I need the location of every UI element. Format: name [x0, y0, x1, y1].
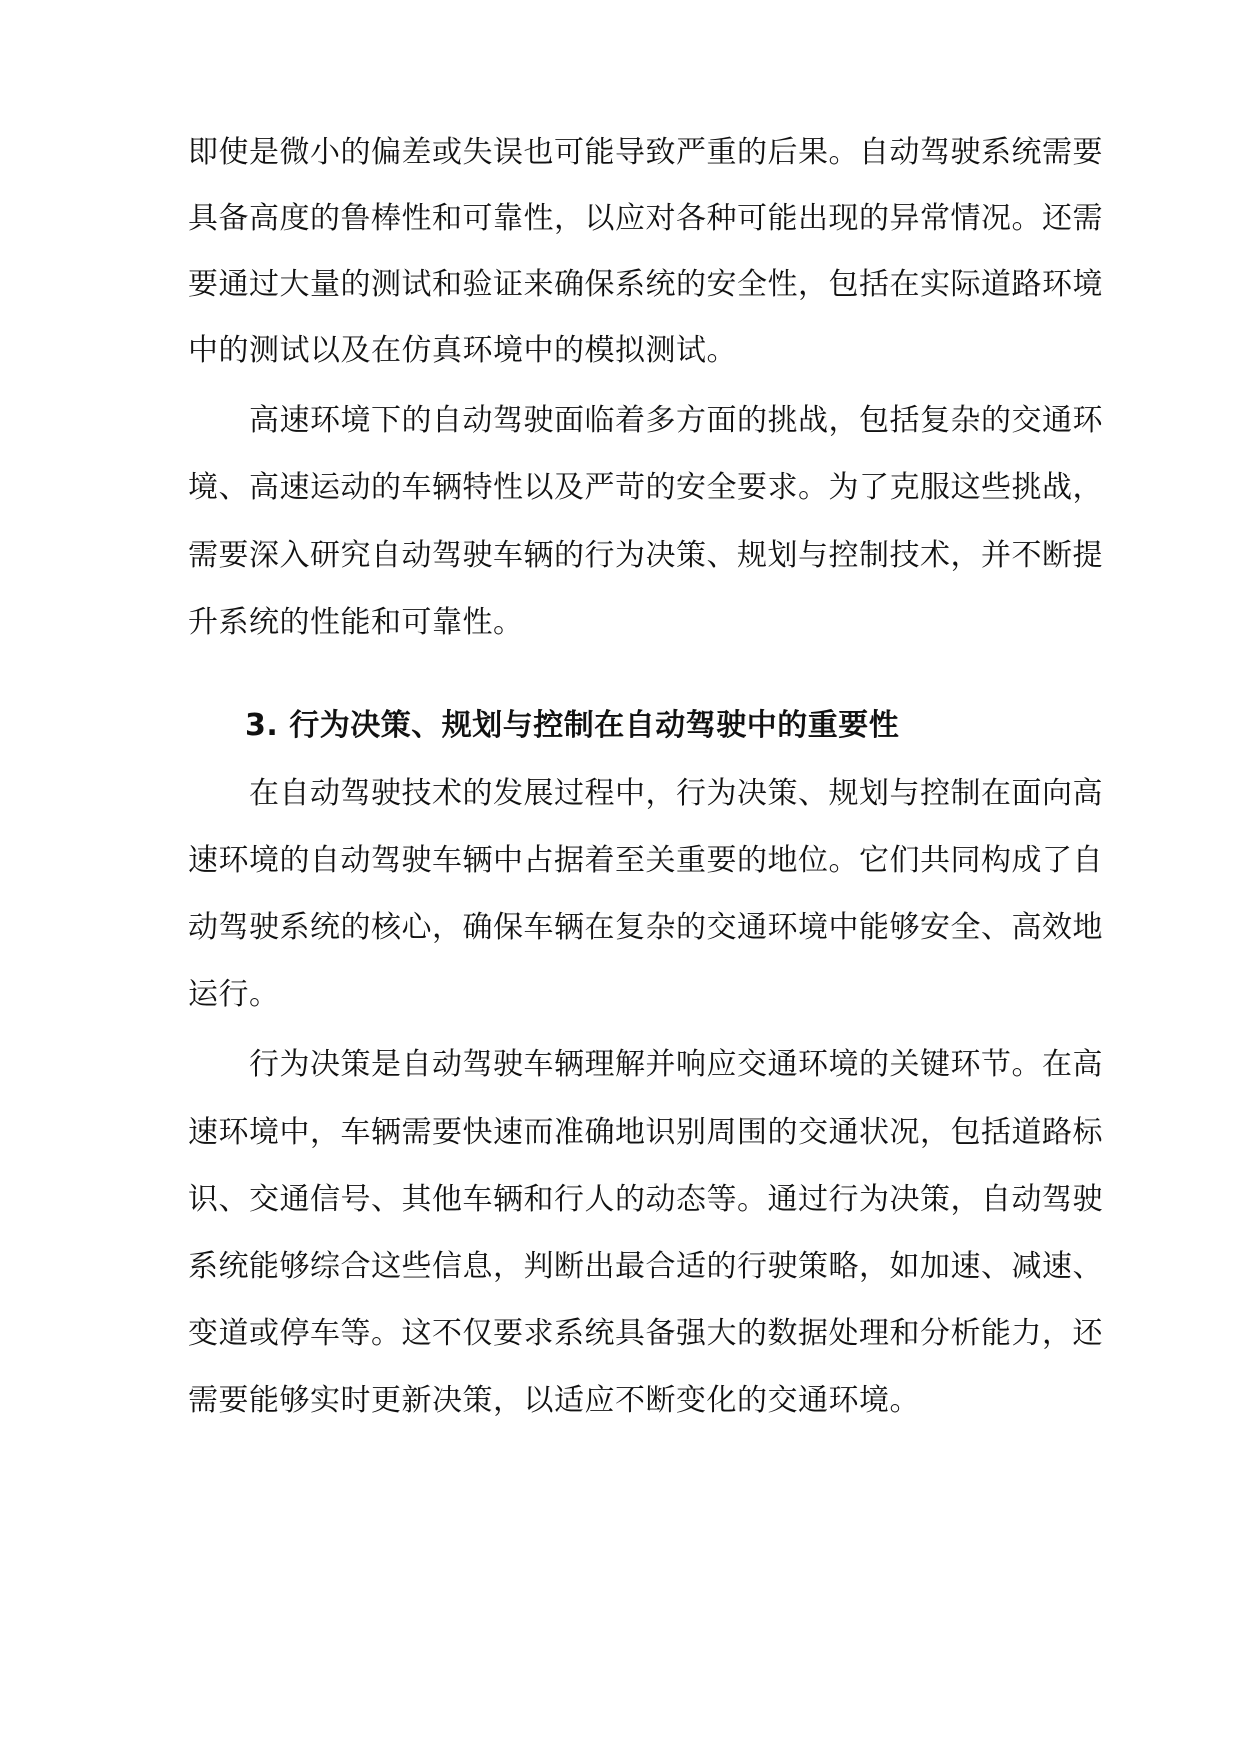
paragraph-1-line: 要通过大量的测试和验证来确保系统的安全性，包括在实际道路环境 [188, 267, 1103, 302]
paragraph-4-line: 变道或停车等。这不仅要求系统具备强大的数据处理和分析能力，还 [188, 1316, 1103, 1351]
paragraph-3-line: 运行。 [188, 977, 280, 1012]
paragraph-2-line: 境、高速运动的车辆特性以及严苛的安全要求。为了克服这些挑战， [188, 470, 1103, 505]
paragraph-4-line: 行为决策是自动驾驶车辆理解并响应交通环境的关键环节。在高 [188, 1047, 1103, 1082]
paragraph-4-line: 速环境中，车辆需要快速而准确地识别周围的交通状况，包括道路标 [188, 1115, 1103, 1150]
paragraph-4-line: 系统能够综合这些信息，判断出最合适的行驶策略，如加速、减速、 [188, 1249, 1103, 1284]
paragraph-3-line: 在自动驾驶技术的发展过程中，行为决策、规划与控制在面向高 [188, 776, 1103, 811]
paragraph-4-line: 需要能够实时更新决策，以适应不断变化的交通环境。 [188, 1383, 920, 1418]
paragraph-1-line: 即使是微小的偏差或失误也可能导致严重的后果。自动驾驶系统需要 [188, 135, 1103, 170]
paragraph-4-line: 识、交通信号、其他车辆和行人的动态等。通过行为决策，自动驾驶 [188, 1182, 1103, 1217]
paragraph-1-line: 中的测试以及在仿真环境中的模拟测试。 [188, 333, 737, 368]
paragraph-2-line: 需要深入研究自动驾驶车辆的行为决策、规划与控制技术，并不断提 [188, 538, 1103, 573]
paragraph-2-line: 升系统的性能和可靠性。 [188, 605, 524, 640]
paragraph-2-line: 高速环境下的自动驾驶面临着多方面的挑战，包括复杂的交通环 [188, 403, 1103, 438]
paragraph-1-line: 具备高度的鲁棒性和可靠性，以应对各种可能出现的异常情况。还需 [188, 201, 1103, 236]
section-heading: 3. 行为决策、规划与控制在自动驾驶中的重要性 [245, 708, 900, 743]
paragraph-3-line: 动驾驶系统的核心，确保车辆在复杂的交通环境中能够安全、高效地 [188, 910, 1103, 945]
paragraph-3-line: 速环境的自动驾驶车辆中占据着至关重要的地位。它们共同构成了自 [188, 843, 1103, 878]
